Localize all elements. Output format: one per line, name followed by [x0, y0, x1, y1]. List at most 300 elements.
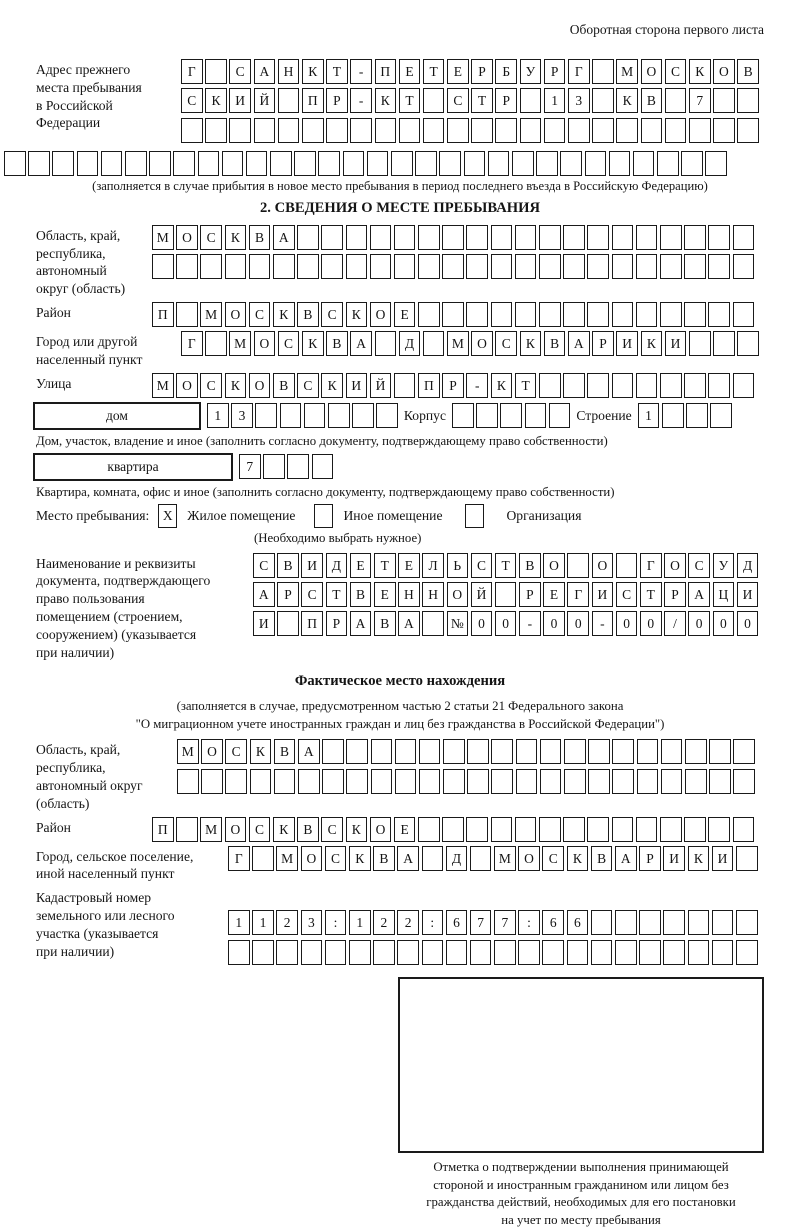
form-cell[interactable]: К [688, 846, 710, 871]
form-cell[interactable]: Г [568, 59, 590, 84]
form-cell[interactable]: 1 [252, 910, 274, 935]
form-cell[interactable]: И [712, 846, 734, 871]
form-cell[interactable] [657, 151, 679, 176]
form-cell[interactable]: О [471, 331, 493, 356]
form-cell[interactable] [491, 817, 513, 842]
form-cell[interactable] [564, 739, 586, 764]
form-cell[interactable] [423, 331, 445, 356]
form-cell[interactable] [660, 373, 682, 398]
form-cell[interactable] [661, 769, 683, 794]
form-cell[interactable]: Т [495, 553, 517, 578]
form-cell[interactable]: Т [515, 373, 537, 398]
form-cell[interactable]: О [176, 373, 198, 398]
form-cell[interactable] [321, 225, 343, 250]
form-cell[interactable]: С [616, 582, 638, 607]
form-cell[interactable] [442, 254, 464, 279]
form-cell[interactable]: № [447, 611, 469, 636]
form-cell[interactable] [301, 940, 323, 965]
form-cell[interactable] [591, 940, 613, 965]
form-cell[interactable]: С [249, 817, 271, 842]
form-cell[interactable] [446, 940, 468, 965]
form-cell[interactable]: И [253, 611, 275, 636]
form-cell[interactable] [343, 151, 365, 176]
form-cell[interactable] [287, 454, 309, 479]
form-cell[interactable]: Р [664, 582, 686, 607]
form-cell[interactable]: Н [278, 59, 300, 84]
form-cell[interactable] [708, 373, 730, 398]
form-cell[interactable] [476, 403, 498, 428]
form-cell[interactable] [181, 118, 203, 143]
form-cell[interactable] [443, 739, 465, 764]
form-cell[interactable] [277, 611, 299, 636]
form-cell[interactable] [200, 254, 222, 279]
form-cell[interactable]: С [688, 553, 710, 578]
form-cell[interactable] [173, 151, 195, 176]
form-cell[interactable] [688, 910, 710, 935]
form-cell[interactable]: Р [471, 59, 493, 84]
form-cell[interactable] [684, 817, 706, 842]
form-cell[interactable] [609, 151, 631, 176]
form-cell[interactable]: Р [326, 611, 348, 636]
form-cell[interactable]: 6 [446, 910, 468, 935]
form-cell[interactable]: В [249, 225, 271, 250]
form-cell[interactable]: Р [544, 59, 566, 84]
form-cell[interactable] [733, 302, 755, 327]
form-cell[interactable]: 1 [349, 910, 371, 935]
form-cell[interactable] [466, 817, 488, 842]
form-cell[interactable] [713, 118, 735, 143]
form-cell[interactable] [733, 225, 755, 250]
form-cell[interactable] [391, 151, 413, 176]
form-cell[interactable] [737, 118, 759, 143]
form-cell[interactable]: С [471, 553, 493, 578]
form-cell[interactable] [568, 118, 590, 143]
form-cell[interactable] [515, 254, 537, 279]
form-cell[interactable] [588, 769, 610, 794]
form-cell[interactable] [394, 254, 416, 279]
form-cell[interactable] [422, 940, 444, 965]
form-cell[interactable] [471, 118, 493, 143]
form-cell[interactable] [470, 940, 492, 965]
form-cell[interactable] [376, 403, 398, 428]
form-cell[interactable] [280, 403, 302, 428]
form-cell[interactable] [515, 817, 537, 842]
form-cell[interactable]: Л [422, 553, 444, 578]
form-cell[interactable]: И [663, 846, 685, 871]
form-cell[interactable]: О [664, 553, 686, 578]
form-cell[interactable] [250, 769, 272, 794]
form-cell[interactable]: В [374, 611, 396, 636]
form-cell[interactable] [733, 254, 755, 279]
form-cell[interactable] [252, 940, 274, 965]
form-cell[interactable] [298, 769, 320, 794]
form-cell[interactable] [660, 254, 682, 279]
form-cell[interactable]: А [350, 331, 372, 356]
form-cell[interactable] [77, 151, 99, 176]
form-cell[interactable]: К [616, 88, 638, 113]
form-cell[interactable]: К [225, 373, 247, 398]
form-cell[interactable]: / [664, 611, 686, 636]
form-cell[interactable] [328, 403, 350, 428]
form-cell[interactable] [205, 59, 227, 84]
form-cell[interactable]: О [254, 331, 276, 356]
form-cell[interactable] [442, 817, 464, 842]
form-cell[interactable]: 3 [231, 403, 253, 428]
form-cell[interactable] [637, 769, 659, 794]
form-cell[interactable] [312, 454, 334, 479]
form-cell[interactable] [684, 225, 706, 250]
form-cell[interactable]: К [641, 331, 663, 356]
form-cell[interactable] [684, 373, 706, 398]
form-cell[interactable] [422, 846, 444, 871]
form-cell[interactable]: С [325, 846, 347, 871]
form-cell[interactable] [467, 739, 489, 764]
form-cell[interactable] [491, 769, 513, 794]
form-cell[interactable]: И [229, 88, 251, 113]
form-cell[interactable] [525, 403, 547, 428]
form-cell[interactable] [442, 302, 464, 327]
form-cell[interactable]: 0 [543, 611, 565, 636]
form-cell[interactable]: Е [398, 553, 420, 578]
form-cell[interactable] [415, 151, 437, 176]
form-cell[interactable] [28, 151, 50, 176]
form-cell[interactable]: К [349, 846, 371, 871]
form-cell[interactable] [520, 118, 542, 143]
form-cell[interactable] [246, 151, 268, 176]
form-cell[interactable]: П [152, 817, 174, 842]
form-cell[interactable]: О [518, 846, 540, 871]
form-cell[interactable]: 2 [276, 910, 298, 935]
form-cell[interactable]: 1 [544, 88, 566, 113]
form-cell[interactable] [125, 151, 147, 176]
form-cell[interactable]: А [273, 225, 295, 250]
form-cell[interactable] [639, 940, 661, 965]
form-cell[interactable]: О [641, 59, 663, 84]
form-cell[interactable] [539, 254, 561, 279]
form-cell[interactable] [464, 151, 486, 176]
form-cell[interactable]: - [350, 59, 372, 84]
form-cell[interactable]: С [229, 59, 251, 84]
form-cell[interactable] [612, 254, 634, 279]
form-cell[interactable] [639, 910, 661, 935]
form-cell[interactable]: О [592, 553, 614, 578]
form-cell[interactable] [470, 846, 492, 871]
form-cell[interactable]: А [398, 611, 420, 636]
form-cell[interactable] [418, 254, 440, 279]
form-cell[interactable] [563, 225, 585, 250]
form-cell[interactable]: К [520, 331, 542, 356]
form-cell[interactable] [205, 118, 227, 143]
form-cell[interactable]: Е [399, 59, 421, 84]
form-cell[interactable]: Ь [447, 553, 469, 578]
form-cell[interactable]: Р [442, 373, 464, 398]
form-cell[interactable] [518, 940, 540, 965]
form-cell[interactable] [302, 118, 324, 143]
form-cell[interactable] [708, 302, 730, 327]
form-cell[interactable]: И [737, 582, 759, 607]
form-cell[interactable] [705, 151, 727, 176]
form-cell[interactable]: Д [326, 553, 348, 578]
form-cell[interactable] [681, 151, 703, 176]
form-cell[interactable]: Р [639, 846, 661, 871]
form-cell[interactable]: С [278, 331, 300, 356]
form-cell[interactable]: В [273, 373, 295, 398]
form-cell[interactable] [636, 254, 658, 279]
form-cell[interactable] [422, 611, 444, 636]
form-cell[interactable]: Т [399, 88, 421, 113]
form-cell[interactable] [229, 118, 251, 143]
form-cell[interactable] [373, 940, 395, 965]
form-cell[interactable] [375, 331, 397, 356]
form-cell[interactable]: У [713, 553, 735, 578]
form-cell[interactable] [637, 739, 659, 764]
form-cell[interactable] [516, 769, 538, 794]
form-cell[interactable] [225, 769, 247, 794]
form-cell[interactable] [737, 88, 759, 113]
form-cell[interactable]: М [200, 302, 222, 327]
form-cell[interactable] [322, 769, 344, 794]
form-cell[interactable] [587, 225, 609, 250]
form-cell[interactable]: В [326, 331, 348, 356]
form-cell[interactable]: О [543, 553, 565, 578]
form-cell[interactable]: 7 [239, 454, 261, 479]
form-cell[interactable]: С [200, 225, 222, 250]
form-cell[interactable]: Е [394, 817, 416, 842]
form-cell[interactable]: Г [228, 846, 250, 871]
form-cell[interactable]: - [519, 611, 541, 636]
form-cell[interactable]: Р [495, 88, 517, 113]
form-cell[interactable] [560, 151, 582, 176]
form-cell[interactable] [101, 151, 123, 176]
form-cell[interactable] [665, 118, 687, 143]
form-cell[interactable]: К [302, 59, 324, 84]
form-cell[interactable]: К [225, 225, 247, 250]
form-cell[interactable] [346, 769, 368, 794]
form-cell[interactable] [350, 118, 372, 143]
form-cell[interactable] [466, 225, 488, 250]
form-cell[interactable] [346, 739, 368, 764]
form-cell[interactable] [516, 739, 538, 764]
form-cell[interactable] [326, 118, 348, 143]
form-cell[interactable] [636, 225, 658, 250]
form-cell[interactable]: 1 [207, 403, 229, 428]
form-cell[interactable]: В [350, 582, 372, 607]
form-cell[interactable] [418, 225, 440, 250]
form-cell[interactable]: П [152, 302, 174, 327]
form-cell[interactable]: О [249, 373, 271, 398]
form-cell[interactable] [149, 151, 171, 176]
form-cell[interactable] [616, 118, 638, 143]
form-cell[interactable] [439, 151, 461, 176]
form-cell[interactable] [515, 302, 537, 327]
form-cell[interactable]: 0 [471, 611, 493, 636]
form-cell[interactable]: А [397, 846, 419, 871]
form-cell[interactable] [500, 403, 522, 428]
form-cell[interactable]: И [616, 331, 638, 356]
form-cell[interactable] [733, 739, 755, 764]
form-cell[interactable] [708, 225, 730, 250]
form-cell[interactable]: М [200, 817, 222, 842]
form-cell[interactable] [418, 817, 440, 842]
form-cell[interactable]: В [373, 846, 395, 871]
form-cell[interactable] [466, 302, 488, 327]
form-cell[interactable] [205, 331, 227, 356]
form-cell[interactable]: Р [326, 88, 348, 113]
form-cell[interactable] [685, 739, 707, 764]
form-cell[interactable] [660, 817, 682, 842]
form-cell[interactable] [515, 225, 537, 250]
form-cell[interactable] [685, 769, 707, 794]
form-cell[interactable] [520, 88, 542, 113]
form-cell[interactable] [585, 151, 607, 176]
form-cell[interactable]: В [277, 553, 299, 578]
form-cell[interactable]: А [298, 739, 320, 764]
form-cell[interactable]: А [253, 582, 275, 607]
form-cell[interactable]: 6 [567, 910, 589, 935]
form-cell[interactable] [270, 151, 292, 176]
form-cell[interactable] [495, 118, 517, 143]
form-cell[interactable] [370, 254, 392, 279]
form-cell[interactable]: Е [374, 582, 396, 607]
form-cell[interactable]: Р [592, 331, 614, 356]
form-cell[interactable] [684, 302, 706, 327]
form-cell[interactable]: М [494, 846, 516, 871]
form-cell[interactable]: 1 [638, 403, 660, 428]
form-cell[interactable]: А [350, 611, 372, 636]
form-cell[interactable] [176, 302, 198, 327]
form-cell[interactable] [567, 553, 589, 578]
form-cell[interactable] [536, 151, 558, 176]
form-cell[interactable] [612, 302, 634, 327]
form-cell[interactable] [395, 769, 417, 794]
form-cell[interactable]: В [591, 846, 613, 871]
form-cell[interactable] [663, 910, 685, 935]
form-cell[interactable]: К [346, 302, 368, 327]
form-cell[interactable] [176, 254, 198, 279]
form-cell[interactable]: О [447, 582, 469, 607]
form-cell[interactable] [661, 739, 683, 764]
form-cell[interactable] [52, 151, 74, 176]
form-cell[interactable]: О [225, 817, 247, 842]
form-cell[interactable] [712, 910, 734, 935]
form-cell[interactable] [419, 769, 441, 794]
form-cell[interactable]: Г [567, 582, 589, 607]
form-cell[interactable] [488, 151, 510, 176]
form-cell[interactable] [587, 817, 609, 842]
form-cell[interactable] [495, 582, 517, 607]
form-cell[interactable] [395, 739, 417, 764]
form-cell[interactable] [491, 254, 513, 279]
form-cell[interactable]: К [302, 331, 324, 356]
form-cell[interactable]: А [688, 582, 710, 607]
form-cell[interactable]: О [713, 59, 735, 84]
form-cell[interactable] [660, 225, 682, 250]
form-cell[interactable]: Р [277, 582, 299, 607]
form-cell[interactable] [563, 373, 585, 398]
form-cell[interactable] [663, 940, 685, 965]
form-cell[interactable] [563, 302, 585, 327]
form-cell[interactable]: С [297, 373, 319, 398]
form-cell[interactable] [263, 454, 285, 479]
form-cell[interactable] [423, 88, 445, 113]
form-cell[interactable]: П [302, 88, 324, 113]
form-cell[interactable] [713, 331, 735, 356]
form-cell[interactable] [318, 151, 340, 176]
form-cell[interactable] [662, 403, 684, 428]
form-cell[interactable]: Г [640, 553, 662, 578]
form-cell[interactable]: К [375, 88, 397, 113]
form-cell[interactable]: 7 [689, 88, 711, 113]
form-cell[interactable] [615, 910, 637, 935]
form-cell[interactable] [616, 553, 638, 578]
form-cell[interactable]: К [346, 817, 368, 842]
form-cell[interactable]: Ц [713, 582, 735, 607]
form-cell[interactable] [466, 254, 488, 279]
form-cell[interactable]: 7 [494, 910, 516, 935]
form-cell[interactable] [564, 769, 586, 794]
form-cell[interactable] [612, 373, 634, 398]
form-cell[interactable]: Д [399, 331, 421, 356]
form-cell[interactable] [273, 254, 295, 279]
form-cell[interactable]: О [301, 846, 323, 871]
form-cell[interactable] [254, 118, 276, 143]
form-cell[interactable] [665, 88, 687, 113]
form-cell[interactable]: Е [350, 553, 372, 578]
form-cell[interactable]: 0 [616, 611, 638, 636]
form-cell[interactable] [419, 739, 441, 764]
form-cell[interactable]: О [370, 302, 392, 327]
form-cell[interactable] [346, 254, 368, 279]
form-cell[interactable] [222, 151, 244, 176]
form-cell[interactable]: В [641, 88, 663, 113]
form-cell[interactable]: В [544, 331, 566, 356]
form-cell[interactable]: А [615, 846, 637, 871]
form-cell[interactable]: Б [495, 59, 517, 84]
form-cell[interactable] [733, 373, 755, 398]
form-cell[interactable] [539, 817, 561, 842]
form-cell[interactable]: 2 [373, 910, 395, 935]
form-cell[interactable]: А [254, 59, 276, 84]
form-cell[interactable]: Т [423, 59, 445, 84]
form-cell[interactable]: 0 [640, 611, 662, 636]
form-cell[interactable]: 2 [397, 910, 419, 935]
form-cell[interactable]: Д [737, 553, 759, 578]
form-cell[interactable] [641, 118, 663, 143]
form-cell[interactable] [612, 817, 634, 842]
form-cell[interactable] [352, 403, 374, 428]
form-cell[interactable]: И [346, 373, 368, 398]
form-cell[interactable] [297, 254, 319, 279]
form-cell[interactable]: О [176, 225, 198, 250]
form-cell[interactable]: Й [370, 373, 392, 398]
form-cell[interactable] [397, 940, 419, 965]
form-cell[interactable]: С [301, 582, 323, 607]
form-cell[interactable] [591, 910, 613, 935]
form-cell[interactable] [228, 940, 250, 965]
form-cell[interactable]: Т [326, 582, 348, 607]
form-cell[interactable]: К [491, 373, 513, 398]
form-cell[interactable] [708, 817, 730, 842]
form-cell[interactable]: Н [422, 582, 444, 607]
form-cell[interactable]: 0 [567, 611, 589, 636]
form-cell[interactable]: В [737, 59, 759, 84]
form-cell[interactable] [633, 151, 655, 176]
form-cell[interactable] [274, 769, 296, 794]
form-cell[interactable]: М [152, 225, 174, 250]
form-cell[interactable]: М [152, 373, 174, 398]
form-cell[interactable] [176, 817, 198, 842]
form-cell[interactable] [177, 769, 199, 794]
